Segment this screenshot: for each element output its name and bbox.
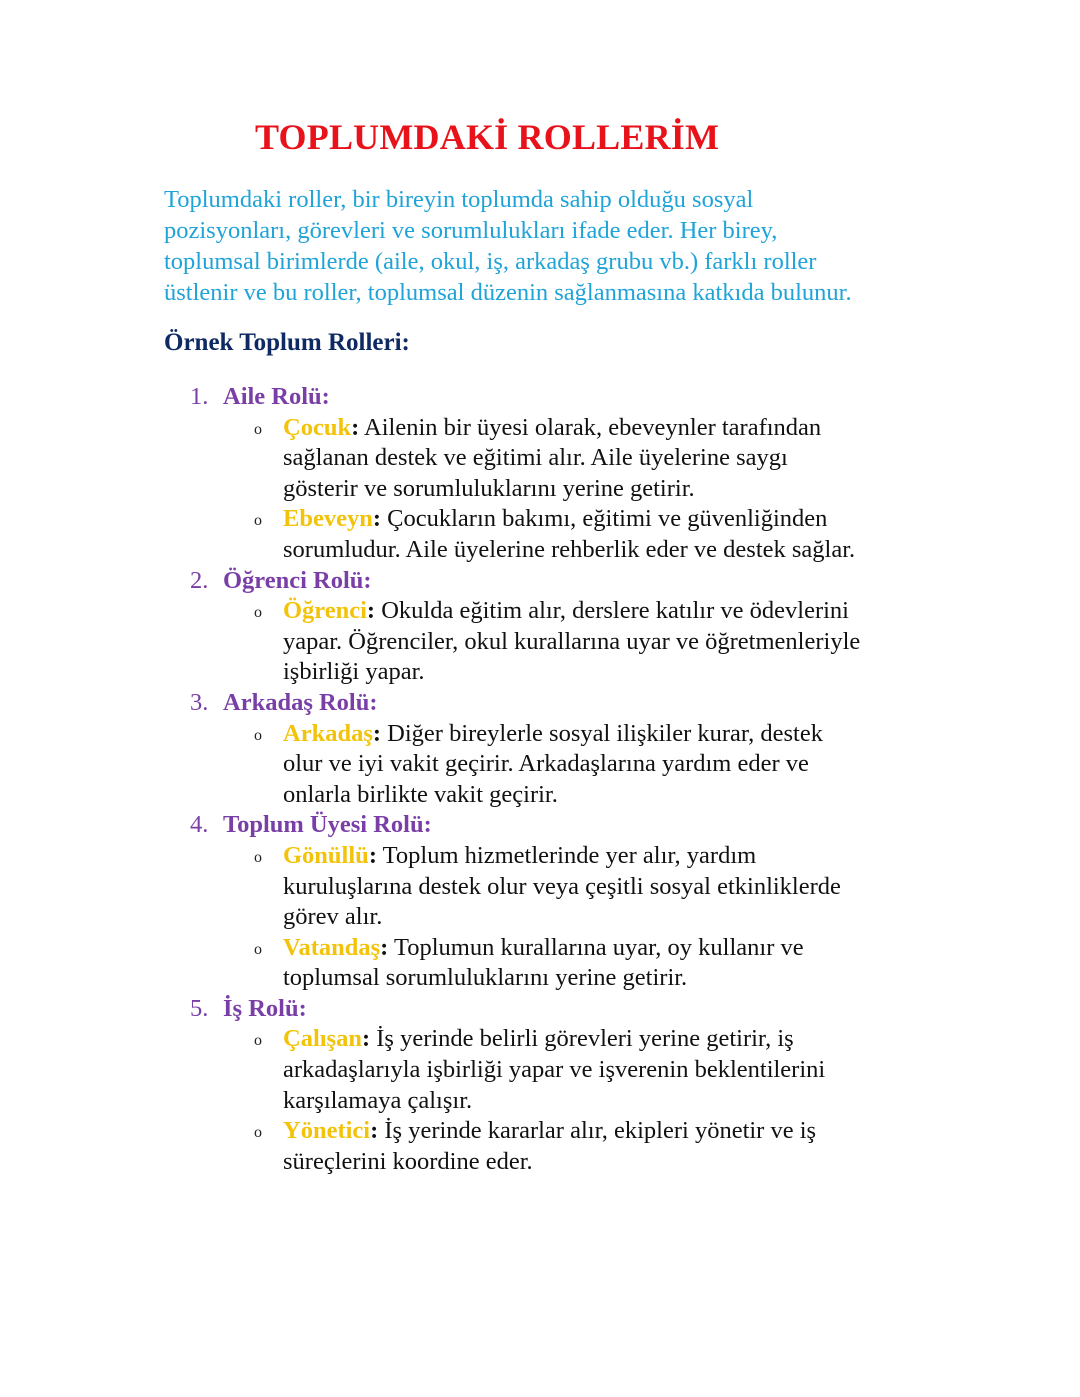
role-item-text <box>283 1116 943 1177</box>
role-item <box>0 841 1080 933</box>
hollow-bullet-icon: o <box>254 726 262 744</box>
role-section <box>0 810 1080 994</box>
role-item-line: sorumludur. Aile üyelerine rehberlik eder ve destek sağlar. <box>283 535 856 563</box>
role-item <box>0 719 1080 811</box>
role-item-text <box>283 719 943 811</box>
role-title: Aile Rolü: <box>223 383 330 410</box>
role-heading <box>0 810 1080 841</box>
role-number: 4. <box>190 811 209 839</box>
term-colon: : <box>372 505 382 533</box>
role-item-line <box>283 413 943 444</box>
role-heading <box>0 994 1080 1025</box>
role-title: Öğrenci Rolü: <box>223 566 372 594</box>
role-item-line <box>283 933 943 964</box>
role-item-line: sağlanan destek ve eğitimi alır. Aile üyelerine saygı <box>283 444 788 472</box>
role-description-start: Diğer bireylerle sosyal ilişkiler kurar, destek <box>387 719 823 747</box>
role-item-text <box>283 841 943 933</box>
role-section <box>0 566 1080 688</box>
role-item <box>0 1024 1080 1116</box>
role-item-line: yapar. Öğrenciler, okul kurallarına uyar ve öğretmenleriyle <box>283 627 861 655</box>
hollow-bullet-icon: o <box>254 604 262 622</box>
role-item-line: olur ve iyi vakit geçirir. Arkadaşlarına yardım eder ve <box>283 750 809 778</box>
role-section <box>0 688 1080 810</box>
role-term: Yönetici <box>283 1117 371 1145</box>
role-item <box>0 413 1080 505</box>
role-item-text <box>283 596 943 688</box>
role-term: Ebeveyn <box>283 505 373 533</box>
term-colon: : <box>368 841 377 869</box>
role-heading <box>0 566 1080 597</box>
role-section <box>0 382 1080 566</box>
role-number: 5. <box>190 994 209 1022</box>
intro-paragraph <box>164 184 954 308</box>
page-title: TOPLUMDAKİ ROLLERİM <box>255 117 720 157</box>
intro-line: üstlenir ve bu roller, toplumsal düzenin sağlanmasına katkıda bulunur. <box>164 279 852 306</box>
hollow-bullet-icon: o <box>254 1124 262 1142</box>
hollow-bullet-icon: o <box>254 1032 262 1050</box>
role-item-text <box>283 413 943 505</box>
role-item-line: kuruluşlarına destek olur veya çeşitli sosyal etkinliklerde <box>283 872 841 900</box>
hollow-bullet-icon: o <box>254 420 262 438</box>
role-description-start: Toplum hizmetlerinde yer alır, yardım <box>382 841 757 869</box>
role-item-line <box>283 596 943 627</box>
role-number: 3. <box>190 688 209 716</box>
role-description-start: İş yerinde belirli görevleri yerine getirir, iş <box>376 1025 794 1053</box>
role-item-line <box>283 719 943 750</box>
role-item <box>0 933 1080 994</box>
role-item-line: işbirliği yapar. <box>283 658 425 686</box>
role-item-line: süreçlerini koordine eder. <box>283 1147 533 1175</box>
role-item-line: karşılamaya çalışır. <box>283 1086 473 1114</box>
role-item-line <box>283 504 943 535</box>
section-heading: Örnek Toplum Rolleri: <box>164 329 410 356</box>
term-colon: : <box>380 933 389 961</box>
role-title: Arkadaş Rolü: <box>223 688 378 716</box>
role-item <box>0 1116 1080 1177</box>
intro-line: toplumsal birimlerde (aile, okul, iş, arkadaş grubu vb.) farklı roller <box>164 248 817 275</box>
hollow-bullet-icon: o <box>254 848 262 866</box>
role-term: Öğrenci <box>283 597 367 625</box>
intro-line: pozisyonları, görevleri ve sorumlulukları ifade eder. Her birey, <box>164 217 778 244</box>
role-term: Arkadaş <box>283 719 373 747</box>
role-item <box>0 596 1080 688</box>
role-item-text <box>283 504 943 565</box>
term-colon: : <box>366 597 376 625</box>
role-item-text <box>283 933 943 994</box>
role-item-line <box>283 841 943 872</box>
role-description-start: Okulda eğitim alır, derslere katılır ve ödevlerini <box>381 597 849 625</box>
role-term: Çocuk <box>283 413 352 441</box>
role-number: 1. <box>190 383 209 410</box>
role-description-start: İş yerinde kararlar alır, ekipleri yönetir ve iş <box>384 1117 817 1145</box>
roles-list <box>0 382 1080 1177</box>
role-item-line: arkadaşlarıyla işbirliği yapar ve işverenin beklentilerini <box>283 1056 826 1084</box>
term-colon: : <box>370 1117 379 1145</box>
intro-line: Toplumdaki roller, bir bireyin toplumda sahip olduğu sosyal <box>164 186 754 213</box>
role-item-line <box>283 1024 943 1055</box>
role-item <box>0 504 1080 565</box>
hollow-bullet-icon: o <box>254 940 262 958</box>
role-item-line <box>283 1116 943 1147</box>
role-item-line: onlarla birlikte vakit geçirir. <box>283 780 558 808</box>
role-item-line: gösterir ve sorumluluklarını yerine getirir. <box>283 474 695 502</box>
role-section <box>0 994 1080 1178</box>
term-colon: : <box>351 413 360 441</box>
hollow-bullet-icon: o <box>254 512 262 530</box>
role-title: Toplum Üyesi Rolü: <box>223 811 432 839</box>
role-term: Vatandaş <box>283 933 381 961</box>
role-item-text <box>283 1024 943 1116</box>
role-item-line: toplumsal sorumluluklarını yerine getirir. <box>283 964 688 992</box>
role-term: Çalışan <box>283 1025 362 1053</box>
role-description-start: Ailenin bir üyesi olarak, ebeveynler tarafından <box>364 413 822 441</box>
term-colon: : <box>372 719 382 747</box>
role-number: 2. <box>190 566 209 594</box>
role-heading <box>0 688 1080 719</box>
role-item-line: görev alır. <box>283 903 383 931</box>
role-description-start: Toplumun kurallarına uyar, oy kullanır ve <box>394 933 804 961</box>
role-title: İş Rolü: <box>223 994 307 1022</box>
role-term: Gönüllü <box>283 841 369 869</box>
role-description-start: Çocukların bakımı, eğitimi ve güvenliğinden <box>387 505 828 533</box>
role-heading <box>0 382 1080 413</box>
term-colon: : <box>361 1025 371 1053</box>
